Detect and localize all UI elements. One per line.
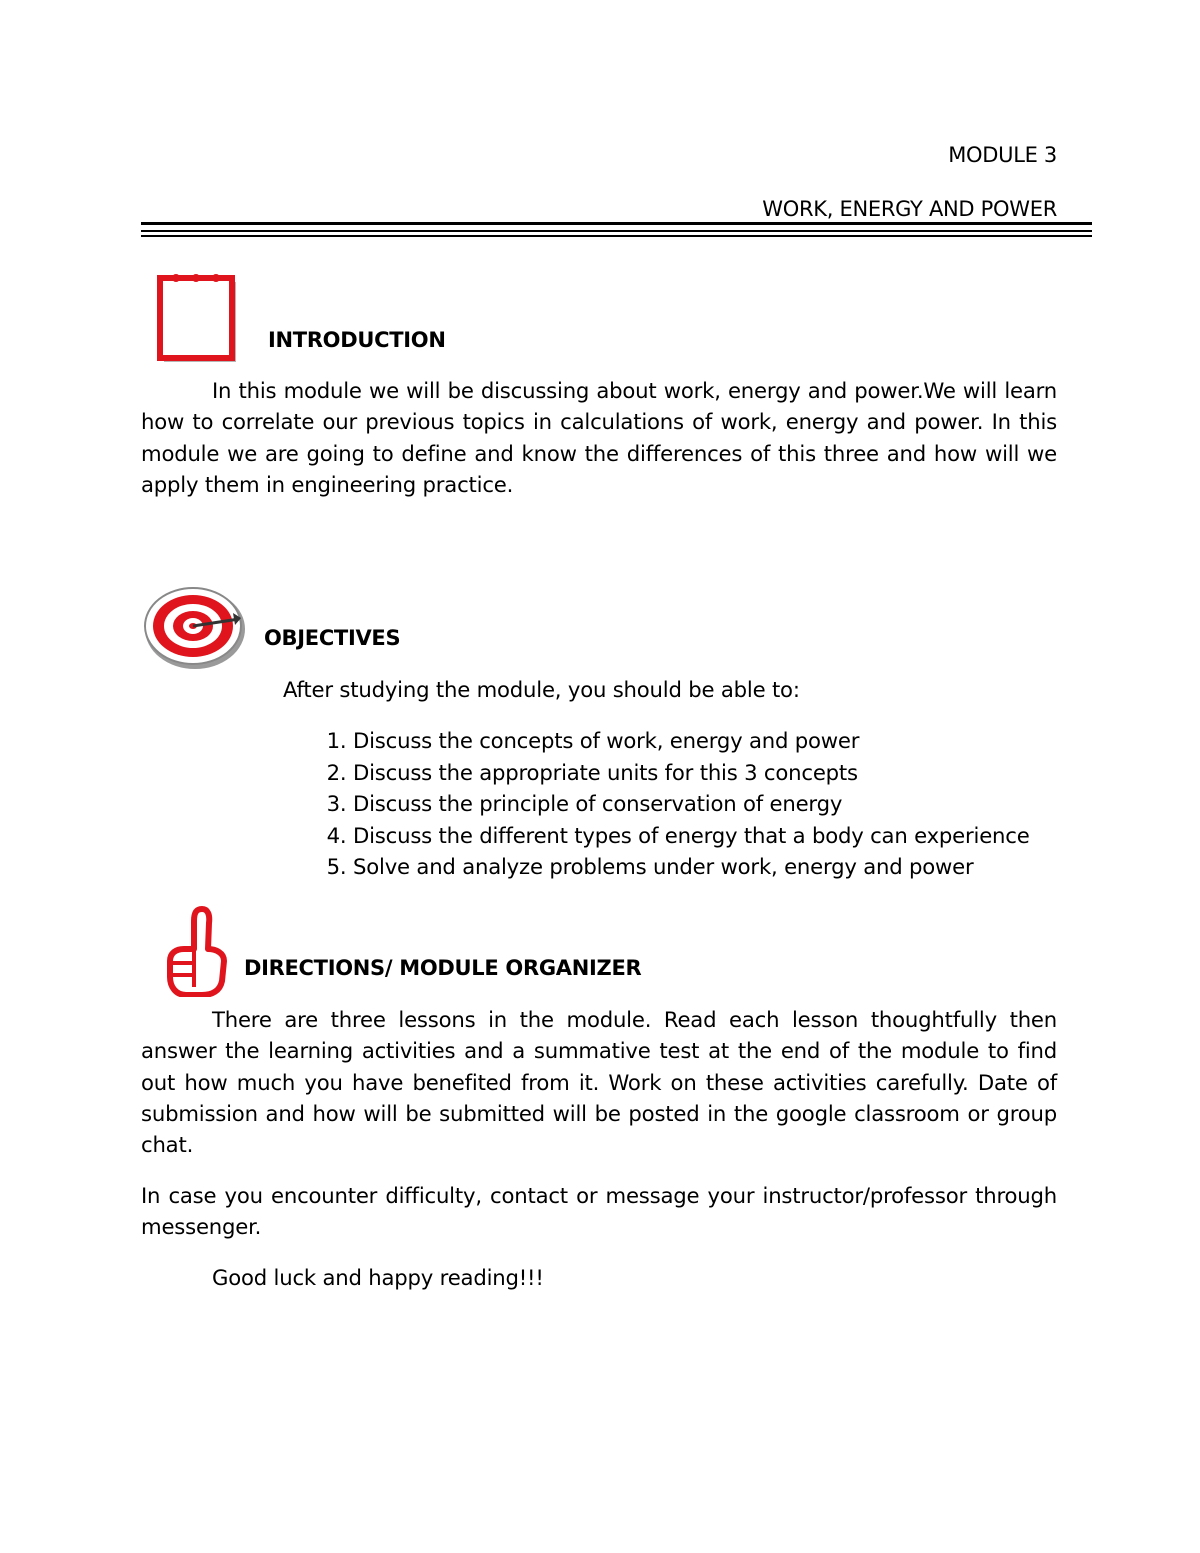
directions-heading: DIRECTIONS/ MODULE ORGANIZER (244, 956, 642, 980)
directions-paragraph-2: In case you encounter difficulty, contact or message your instructor/professor through messenger. (141, 1183, 1057, 1240)
objective-item: 1. Discuss the concepts of work, energy and power (353, 725, 1113, 757)
module-title: WORK, ENERGY AND POWER (762, 197, 1057, 221)
pointing-hand-icon (164, 905, 230, 1001)
module-number: MODULE 3 (948, 143, 1057, 167)
objective-item: 2. Discuss the appropriate units for this 3 concepts (353, 757, 1113, 789)
closing-text: Good luck and happy reading!!! (212, 1265, 544, 1290)
header-rule-bottom (141, 235, 1092, 237)
header-rule-middle (141, 230, 1092, 232)
objective-item: 3. Discuss the principle of conservation of energy (353, 788, 1113, 820)
header-rule-top (141, 222, 1092, 225)
introduction-text: In this module we will be discussing about work, energy and power.We will learn how to correlate our previous topics in calculations of work, energy and power. In this module we are going to define and know the differences of this three and how will we apply them in engineering practice. (141, 378, 1057, 497)
objectives-lead: After studying the module, you should be able to: (283, 677, 800, 702)
notepad-icon (156, 270, 242, 370)
objective-item: 4. Discuss the different types of energy that a body can experience (353, 820, 1113, 852)
introduction-heading: INTRODUCTION (268, 328, 446, 352)
objectives-heading: OBJECTIVES (264, 626, 401, 650)
target-icon (141, 585, 249, 675)
objective-item: 5. Solve and analyze problems under work, energy and power (353, 851, 1113, 883)
directions-paragraph-1: There are three lessons in the module. Read each lesson thoughtfully then answer the learning activities and a summative test at the end of the module to find out how much you have benefited from it. Work on these activities carefully. Date of submission and how will be submitted will be posted in the google classroom or group chat. (141, 1007, 1057, 1158)
objectives-list (303, 725, 1113, 883)
